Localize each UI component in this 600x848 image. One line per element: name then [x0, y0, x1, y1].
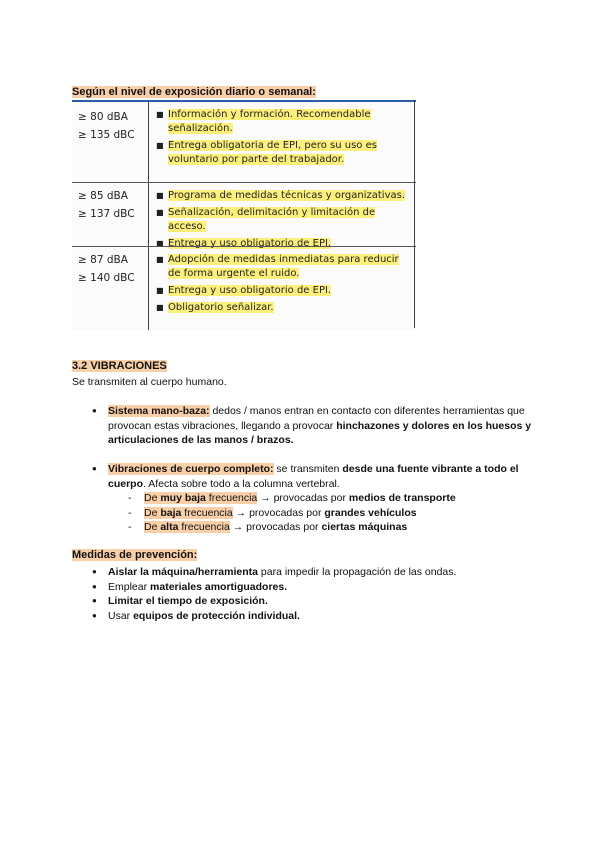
- source-label: grandes vehículos: [324, 506, 417, 519]
- table-right-border: [414, 100, 415, 328]
- measure-text: Información y formación. Recomendable señalización.: [168, 109, 371, 134]
- exposure-table: [72, 100, 416, 330]
- measure-item: [156, 189, 410, 203]
- bullet-strong-text: desde una fuente vibrante a todo el cuerpo: [108, 463, 519, 490]
- term-label: Sistema mano-baza:: [108, 405, 210, 417]
- measure-item: [156, 108, 410, 136]
- sub-text: frecuencia: [205, 492, 258, 504]
- sub-list-item: [128, 506, 532, 521]
- measure-item: [156, 206, 410, 234]
- measure-text: Obligatorio señalizar.: [168, 302, 274, 313]
- measure-item: [156, 139, 410, 167]
- freq-label: baja: [160, 506, 182, 519]
- measure-item: [156, 301, 410, 315]
- heading-text: Según el nivel de exposición diario o semanal:: [72, 86, 316, 98]
- heading-text: 3.2 VIBRACIONES: [72, 360, 167, 372]
- table-row: [72, 246, 416, 327]
- level-dbc: ≥ 137 dBC: [78, 208, 135, 220]
- bullet-text: . Afecta sobre todo a la columna vertebral.: [143, 477, 340, 490]
- level-dba: ≥ 80 dBA: [78, 111, 128, 123]
- item-strong: equipos de protección individual.: [133, 609, 300, 622]
- level-dba: ≥ 85 dBA: [78, 190, 128, 202]
- measure-item: [156, 284, 410, 298]
- vibration-bullet-1: [92, 404, 532, 448]
- item-strong: materiales amortiguadores.: [150, 580, 288, 593]
- vibration-bullet-2: [92, 462, 532, 535]
- measure-text: Programa de medidas técnicas y organizativas.: [168, 190, 406, 201]
- prevention-list: [92, 565, 532, 623]
- level-cell: [78, 108, 142, 144]
- level-cell: [78, 187, 142, 223]
- heading-text: Medidas de prevención:: [72, 549, 198, 561]
- measure-text: Señalización, delimitación y limitación de acceso.: [168, 207, 376, 232]
- level-dbc: ≥ 135 dBC: [78, 129, 135, 141]
- measure-text: Entrega y uso obligatorio de EPI.: [168, 285, 332, 296]
- table-row: [72, 108, 416, 182]
- list-item: [92, 565, 532, 580]
- bullet-text: se transmiten: [273, 463, 343, 475]
- item-text: para impedir la propagación de las ondas.: [257, 566, 457, 578]
- item-text: Emplear: [108, 580, 151, 593]
- sub-text: → provocadas por: [257, 492, 349, 504]
- freq-label: alta: [160, 521, 179, 533]
- list-item: [92, 404, 532, 448]
- sub-text: De: [144, 506, 161, 519]
- sub-text: → provocadas por: [229, 521, 322, 533]
- sub-list-item: [128, 520, 532, 535]
- freq-label: muy baja: [160, 492, 206, 504]
- sub-text: De: [144, 492, 161, 504]
- level-dbc: ≥ 140 dBC: [78, 272, 135, 284]
- measure-text: Entrega y uso obligatorio de EPI.: [168, 238, 332, 249]
- list-item: [92, 594, 532, 609]
- item-text: Usar: [108, 609, 134, 622]
- bullet-text: dedos / manos entran en contacto con diferentes herramientas que provocan estas vibraciones, llegando a provocar: [108, 405, 525, 432]
- section-heading-prevencion: [72, 549, 197, 561]
- level-cell: [78, 251, 142, 287]
- bullet-strong-text: hinchazones y dolores en los huesos y articulaciones de las manos / brazos.: [108, 419, 532, 446]
- measures-cell: [156, 108, 410, 170]
- item-strong: Aislar la máquina/herramienta: [108, 566, 258, 578]
- sub-list-item: [128, 491, 532, 506]
- source-label: ciertas máquinas: [321, 521, 408, 533]
- measure-text: Entrega obligatoria de EPI, pero su uso es voluntario por parte del trabajador.: [168, 140, 377, 165]
- sub-list: [92, 491, 532, 535]
- level-dba: ≥ 87 dBA: [78, 254, 128, 266]
- list-item: [92, 609, 532, 624]
- sub-text: frecuencia: [178, 521, 230, 533]
- list-item: [92, 580, 532, 595]
- item-strong: Limitar el tiempo de exposición.: [108, 595, 268, 607]
- section-heading-vibraciones: [72, 360, 167, 372]
- measure-text: Adopción de medidas inmediatas para reducir de forma urgente el ruido.: [168, 254, 399, 279]
- sub-text: frecuencia: [181, 506, 233, 519]
- list-item: [92, 462, 532, 491]
- table-row: [72, 182, 416, 247]
- sub-text: → provocadas por: [232, 506, 325, 519]
- sub-text: De: [144, 521, 161, 533]
- term-label: Vibraciones de cuerpo completo:: [108, 463, 274, 475]
- source-label: medios de transporte: [348, 492, 456, 504]
- measures-cell: [156, 189, 410, 254]
- measures-cell: [156, 253, 410, 318]
- measure-item: [156, 253, 410, 281]
- section-heading-exposure: [72, 86, 316, 98]
- intro-text: Se transmiten al cuerpo humano.: [72, 376, 227, 388]
